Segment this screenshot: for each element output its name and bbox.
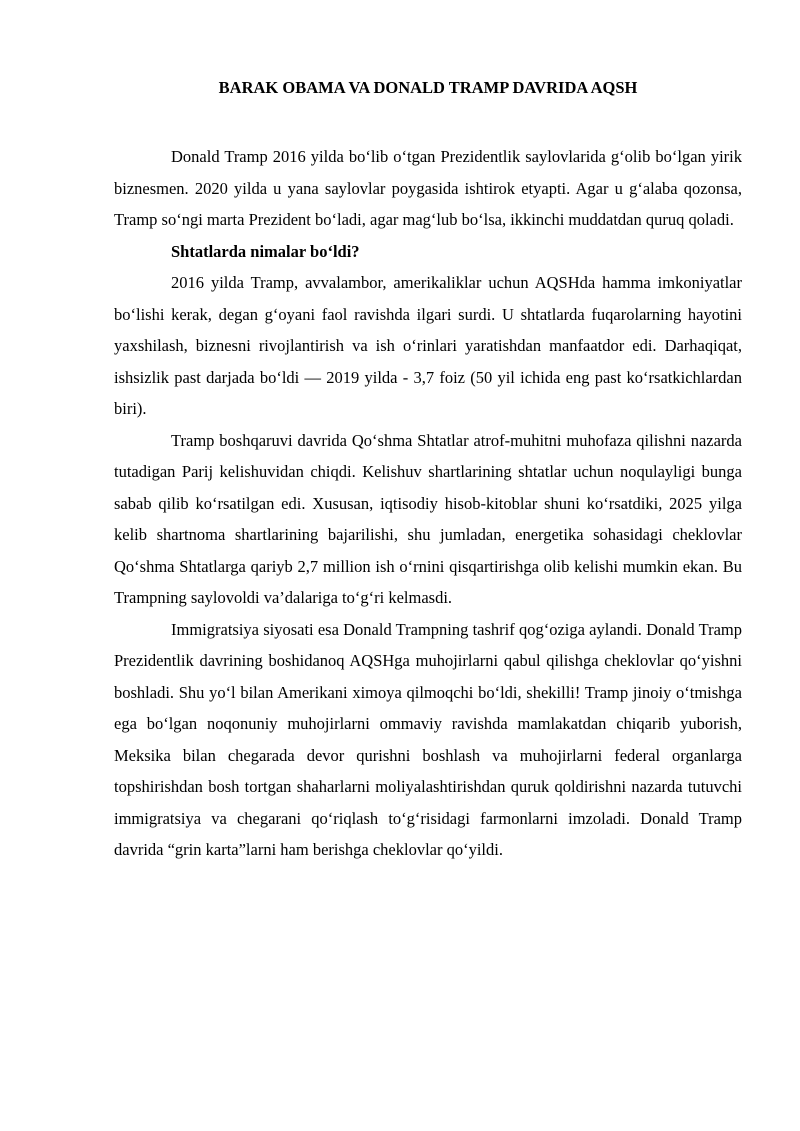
document-body xyxy=(114,141,742,866)
paragraph-unemployment: 2016 yilda Tramp, avvalambor, amerikaliklar uchun AQSHda hamma imkoniyatlar bo‘lishi kerak, degan g‘oyani faol ravishda ilgari surdi. U shtatlarda fuqarolarning hayotini yaxshilash, biznesni rivojlantirish va ish o‘rinlari yaratishdan manfaatdor edi. Darhaqiqat, ishsizlik past darjada bo‘ldi — 2019 yilda - 3,7 foiz (50 yil ichida eng past ko‘rsatkichlardan biri). xyxy=(114,273,742,418)
section-heading: Shtatlarda nimalar bo‘ldi? xyxy=(171,241,360,261)
paragraph-immigration: Immigratsiya siyosati esa Donald Trampning tashrif qog‘oziga aylandi. Donald Tramp Prezidentlik davrining boshidanoq AQSHga muhojirlarni qabul qilishga cheklovlar qo‘yishni boshladi. Shu yo‘l bilan Amerikani ximoya qilmoqchi bo‘ldi, shekilli! Tramp jinoiy o‘tmishga ega bo‘lgan noqonuniy muhojirlarni ommaviy ravishda mamlakatdan chiqarib yuborish, Meksika bilan chegarada devor qurishni boshlash va muhojirlarni federal organlarga topshirishdan bosh tortgan shaharlarni moliyalashtirishdan quruk qoldirishni nazarda tutuvchi immigratsiya va chegarani qo‘riqlash to‘g‘risidagi farmonlarni imzoladi. Donald Tramp davrida “grin karta”larni ham berishga cheklovlar qo‘yildi. xyxy=(114,619,742,859)
document-title: BARAK OBAMA VA DONALD TRAMP DAVRIDA AQSH xyxy=(218,78,638,97)
paragraph-paris-agreement: Tramp boshqaruvi davrida Qo‘shma Shtatlar atrof-muhitni muhofaza qilishni nazarda tutadigan Parij kelishuvidan chiqdi. Kelishuv shartlarining shtatlar uchun noqulayligi bunga sabab qilib ko‘rsatilgan edi. Xususan, iqtisodiy hisob-kitoblar shuni ko‘rsatdiki, 2025 yilga kelib shartnoma shartlarining bajarilishi, shu jumladan, energetika sohasidagi cheklovlar Qo‘shma Shtatlarga qariyb 2,7 million ish o‘rnini qisqartirishga olib kelishi mumkin ekan. Bu Trampning saylovoldi va’dalariga to‘g‘ri kelmasdi. xyxy=(114,430,742,607)
paragraph-intro: Donald Tramp 2016 yilda bo‘lib o‘tgan Prezidentlik saylovlarida g‘olib bo‘lgan yirik biznesmen. 2020 yilda u yana saylovlar poygasida ishtirok etyapti. Agar u g‘alaba qozonsa, Tramp so‘ngi marta Prezident bo‘ladi, agar mag‘lub bo‘lsa, ikkinchi muddatdan quruq qoladi. xyxy=(114,147,742,229)
